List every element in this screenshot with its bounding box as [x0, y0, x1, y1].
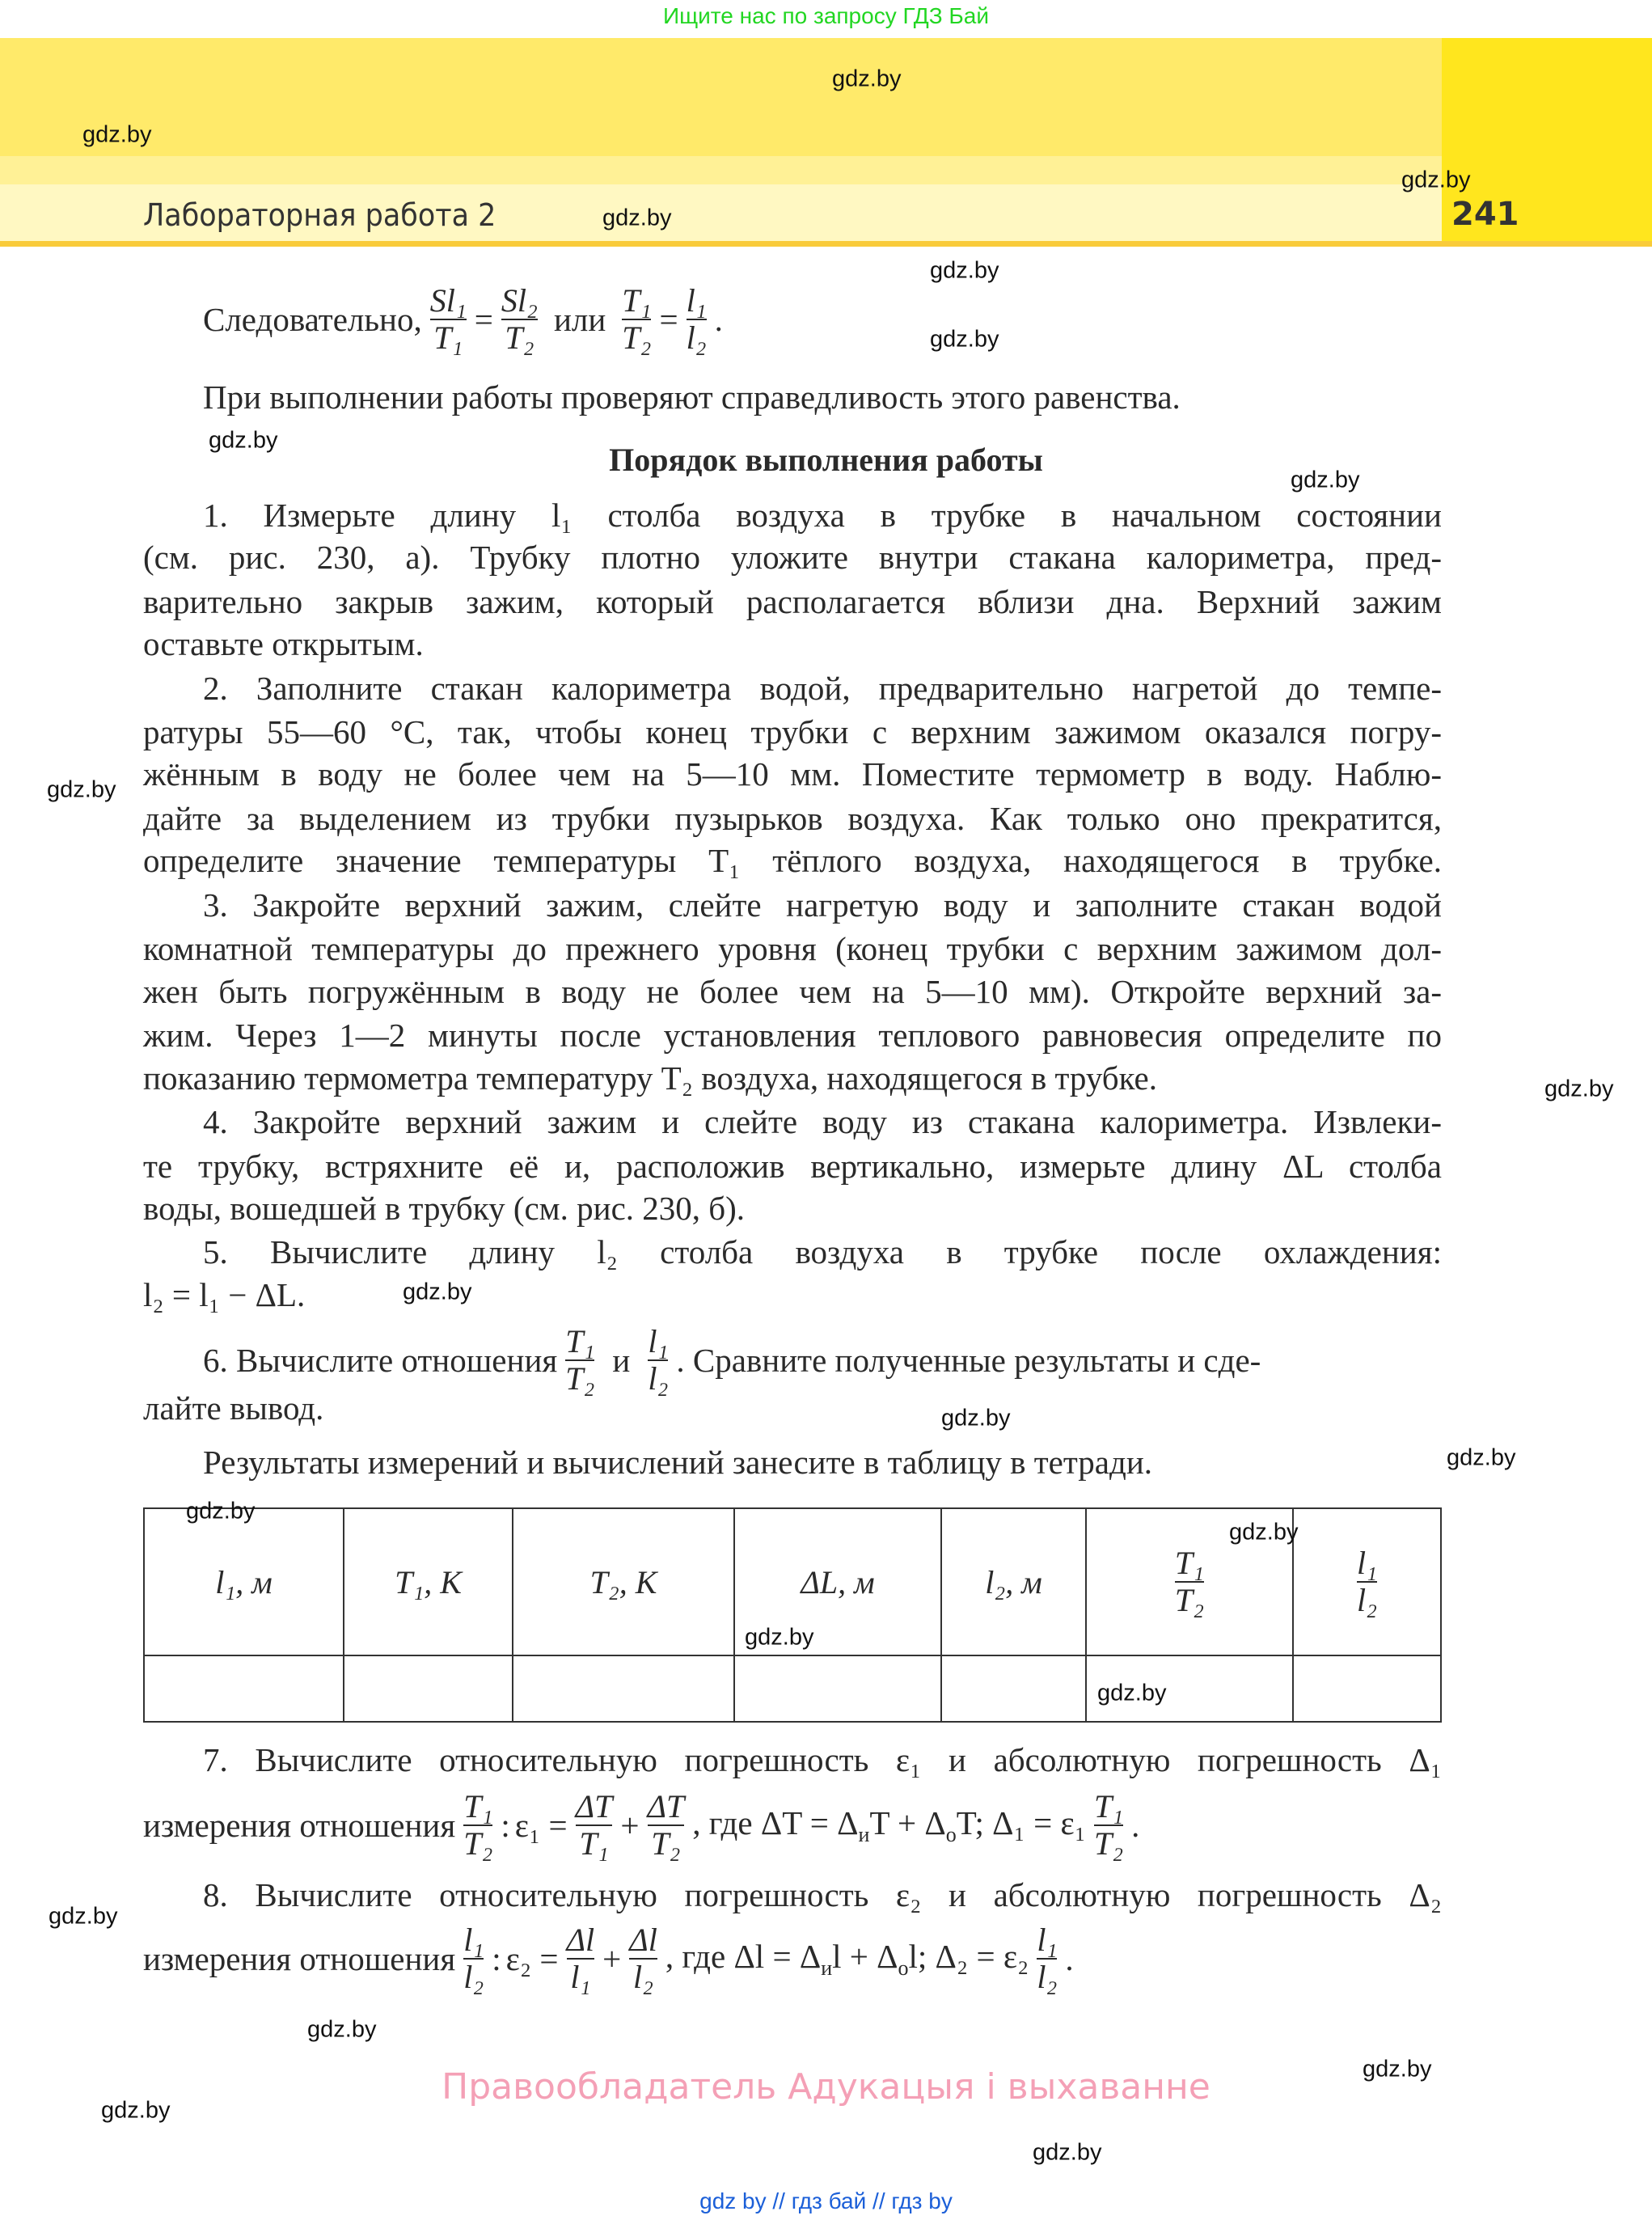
fraction: $\frac{\text{T₁}}{\text{T₂}}$ — [463, 1788, 493, 1862]
fraction — [565, 1324, 594, 1397]
or-word: или — [553, 301, 606, 338]
colon: : — [501, 1807, 510, 1844]
text-line: определите значение температуры T₁ тёплого воздуха, находящегося в трубке. — [143, 842, 1442, 879]
period: . — [1065, 1940, 1074, 1977]
watermark: gdz.by — [930, 257, 999, 284]
text-line: 5. Вычислите длину l₂ столба воздуха в трубке после охлаждения: — [203, 1233, 1442, 1271]
table-cell — [144, 1655, 344, 1722]
text-line: (см. рис. 230, а). Трубку плотно уложите внутри стакана калориметра, пред- — [143, 539, 1442, 576]
watermark: gdz.by — [186, 1498, 256, 1524]
colon: : — [492, 1940, 501, 1977]
watermark: gdz.by — [47, 776, 116, 803]
text-line: 2. Заполните стакан калориметра водой, предварительно нагретой до темпе- — [203, 670, 1442, 707]
numerator: l₁ — [648, 1323, 669, 1359]
header-band-light — [0, 156, 1442, 184]
numerator: T₁ — [565, 1323, 595, 1359]
fraction: $\frac{\text{l₁}}{\text{l₂}}$ — [463, 1922, 484, 1995]
watermark: gdz.by — [82, 121, 152, 148]
watermark: gdz.by — [209, 427, 278, 454]
fraction: $\frac{\Delta l}{\text{l₂}}$ — [629, 1922, 657, 1995]
search-hint[interactable]: Ищите нас по запросу ГДЗ Бай — [662, 3, 990, 28]
table-cell — [344, 1655, 513, 1722]
text-line: l₂ = l₁ − ΔL. — [143, 1276, 306, 1313]
text-line: варительно закрыв зажим, который располагается вблизи дна. Верхний зажим — [143, 583, 1442, 620]
watermark: gdz.by — [1291, 467, 1360, 493]
header-cell: l₂, м — [941, 1508, 1086, 1655]
denominator: T₂ — [622, 319, 652, 356]
numerator: Sl₁ — [429, 282, 467, 319]
text-line: оставьте открытым. — [143, 625, 424, 662]
intro-formula — [203, 283, 723, 356]
header-cell — [1293, 1508, 1441, 1655]
chapter-title: Лабораторная работа 2 — [143, 197, 496, 233]
denominator: l₂ — [686, 319, 707, 356]
text-line: 7. Вычислите относительную погрешность ε₁ и абсолютную погрешность Δ₁ — [203, 1741, 1442, 1778]
fraction — [648, 1324, 668, 1397]
text-line: показанию термометра температуру T₂ воздуха, находящегося в трубке. — [143, 1059, 1157, 1097]
fraction: $\frac{\Delta T}{\text{T₂}}$ — [647, 1788, 685, 1862]
text-line: 1. Измерьте длину l₁ столба воздуха в трубке в начальном состоянии — [203, 497, 1442, 534]
watermark: gdz.by — [930, 326, 999, 353]
text-line: 8. Вычислите относительную погрешность ε₂ и абсолютную погрешность Δ₂ — [203, 1876, 1442, 1913]
watermark: gdz.by — [1229, 1519, 1299, 1545]
fraction: $\frac{\text{T₁}}{\text{T₂}}$ — [1093, 1788, 1124, 1862]
table-cell — [734, 1655, 941, 1722]
fraction: $\frac{\Delta l}{\text{l₁}}$ — [566, 1922, 595, 1995]
denominator: T₂ — [565, 1360, 595, 1397]
table-cell — [513, 1655, 734, 1722]
watermark: gdz.by — [1363, 2056, 1432, 2082]
watermark: gdz.by — [941, 1405, 1011, 1431]
formula-lead: измерения отношения — [143, 1940, 456, 1977]
numerator: l₁ — [686, 282, 707, 319]
watermark: gdz.by — [1033, 2139, 1102, 2166]
numerator: T₁ — [1174, 1545, 1205, 1581]
formula-lead: измерения отношения — [143, 1807, 456, 1844]
header-divider — [0, 241, 1652, 247]
text-line: лайте вывод. — [143, 1389, 324, 1427]
watermark: gdz.by — [1447, 1444, 1516, 1471]
step6-lead: 6. Вычислите отношения — [203, 1342, 558, 1379]
watermark: gdz.by — [1097, 1680, 1167, 1706]
header-band — [0, 38, 1442, 156]
text-line: комнатной температуры до прежнего уровня (конец трубки с верхним зажимом дол- — [143, 930, 1442, 967]
equals: = — [474, 301, 493, 338]
step6-rest: . Сравните полученные результаты и сде- — [676, 1342, 1261, 1379]
watermark: gdz.by — [49, 1903, 118, 1930]
plus: + — [602, 1940, 622, 1977]
fraction: $\frac{\Delta T}{\text{T₁}}$ — [575, 1788, 613, 1862]
intro-text: При выполнении работы проверяют справедливость этого равенства. — [203, 378, 1181, 416]
fraction — [501, 283, 538, 356]
watermark: gdz.by — [403, 1279, 472, 1305]
watermark: gdz.by — [101, 2097, 171, 2124]
watermark: gdz.by — [307, 2016, 377, 2043]
fraction — [430, 283, 467, 356]
watermark: gdz.by — [1544, 1076, 1614, 1102]
bottom-links[interactable]: gdz by // гдз бай // гдз by — [699, 2188, 953, 2213]
numerator: Sl₂ — [501, 282, 538, 319]
text-line: те трубку, встряхните её и, расположив вертикально, измерьте длину ΔL столба — [143, 1148, 1442, 1185]
and-word: и — [612, 1342, 631, 1379]
watermark: gdz.by — [745, 1624, 814, 1651]
numerator: l₁ — [1356, 1545, 1378, 1581]
period: . — [1131, 1807, 1140, 1844]
denominator: T₂ — [1174, 1582, 1205, 1618]
fraction — [687, 283, 707, 356]
watermark: gdz.by — [1401, 167, 1471, 193]
formula-where: , где $\Delta l = \Delta_иl + \Delta_оl$; Δ₂ = ε₂ — [665, 1937, 1029, 1981]
table-cell — [1293, 1655, 1441, 1722]
numerator: T₁ — [622, 282, 652, 319]
header-cell: ΔL, м — [734, 1508, 941, 1655]
text-line: 4. Закройте верхний зажим и слейте воду из стакана калориметра. Извлеки- — [203, 1103, 1442, 1140]
step8-formula — [143, 1922, 1074, 1995]
epsilon: ε₂ = — [505, 1940, 559, 1977]
text-line: дайте за выделением из трубки пузырьков воздуха. Как только оно прекратится, — [143, 800, 1442, 837]
epsilon: ε₁ = — [514, 1807, 568, 1844]
denominator: T₂ — [505, 319, 534, 356]
intro-lead: Следовательно, — [203, 301, 422, 338]
text-line: ратуры 55—60 °С, так, чтобы конец трубки с верхним зажимом оказался погру- — [143, 713, 1442, 750]
denominator: T₁ — [433, 319, 463, 356]
watermark: gdz.by — [602, 205, 672, 231]
text-line: воды, вошедшей в трубку (см. рис. 230, б). — [143, 1190, 746, 1227]
watermark: gdz.by — [832, 66, 902, 92]
fraction — [622, 283, 651, 356]
text-line: жен быть погружённым в воду не более чем на 5—10 мм). Откройте верхний за- — [143, 973, 1442, 1010]
denominator: l₂ — [1356, 1582, 1378, 1618]
step7-formula — [143, 1789, 1139, 1862]
text-line: 3. Закройте верхний зажим, слейте нагретую воду и заполните стакан водой — [203, 886, 1442, 924]
results-note: Результаты измерений и вычислений занесите в таблицу в тетради. — [203, 1444, 1153, 1481]
fraction: $\frac{\text{l₁}}{\text{l₂}}$ — [1037, 1922, 1058, 1995]
formula-where: , где $\Delta T = \Delta_иT + \Delta_оT$; Δ₁ = ε₁ — [692, 1803, 1086, 1847]
denominator: l₂ — [648, 1360, 669, 1397]
period: . — [714, 301, 723, 338]
section-heading: Порядок выполнения работы — [609, 442, 1043, 478]
text-line: жим. Через 1—2 минуты после установления теплового равновесия определите по — [143, 1017, 1442, 1054]
header-cell: T₂, К — [513, 1508, 734, 1655]
page-number: 241 — [1451, 196, 1519, 233]
equals: = — [659, 301, 678, 338]
table-cell — [941, 1655, 1086, 1722]
text-line: жённым в воду не более чем на 5—10 мм. Поместите термометр в воду. Наблю- — [143, 755, 1442, 793]
copyright-footer: Правообладатель Адукацыя і выхаванне — [442, 2066, 1210, 2108]
header-cell: T₁, К — [344, 1508, 513, 1655]
plus: + — [620, 1807, 640, 1844]
header-cell: l₁, м — [144, 1508, 344, 1655]
step6-line — [203, 1324, 1261, 1397]
table-row — [144, 1655, 1441, 1722]
